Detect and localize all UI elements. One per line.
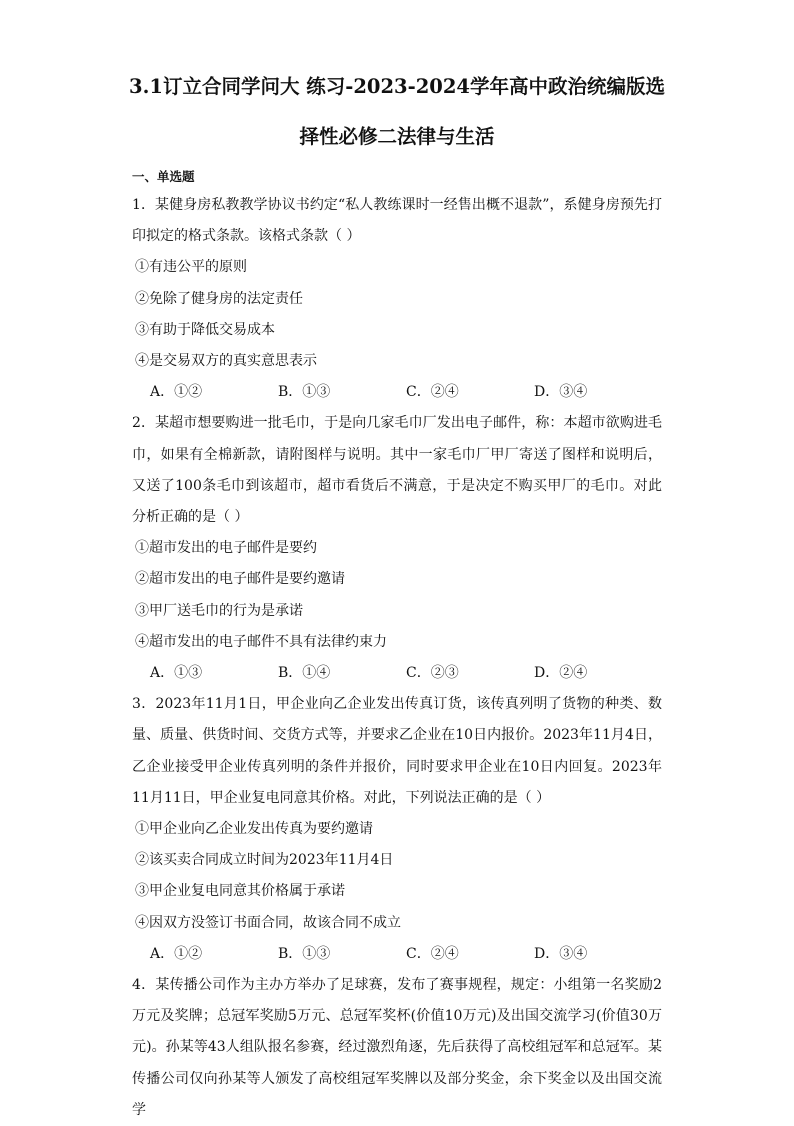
choice-b: B．①④	[278, 665, 331, 682]
title-line-2: 择性必修二法律与生活	[299, 125, 495, 148]
option-item: ②超市发出的电子邮件是要约邀请	[135, 571, 345, 588]
section-heading: 一、单选题	[132, 169, 195, 184]
option-item: ③甲企业复电同意其价格属于承诺	[135, 883, 345, 900]
choice-d: D．③④	[534, 384, 588, 401]
choice-c: C．②④	[406, 945, 459, 962]
title-line-1: 3.1订立合同学问大 练习-2023-2024学年高中政治统编版选	[129, 75, 665, 98]
option-item: ①超市发出的电子邮件是要约	[135, 540, 317, 557]
question-3	[132, 689, 662, 970]
option-item: ①有违公平的原则	[135, 259, 247, 276]
choice-b: B．①③	[278, 945, 331, 962]
option-item: ①甲企业向乙企业发出传真为要约邀请	[135, 821, 373, 838]
choice-a: A．①③	[150, 665, 203, 682]
choice-b: B．①③	[278, 384, 331, 401]
answer-choices	[132, 377, 662, 408]
document-title	[112, 62, 682, 162]
question-1	[132, 190, 662, 408]
choice-c: C．②④	[406, 384, 459, 401]
option-item: ②该买卖合同成立时间为2023年11月4日	[135, 852, 394, 869]
option-item: ④是交易双方的真实意思表示	[135, 353, 317, 370]
question-stem: 3．2023年11月1日，甲企业向乙企业发出传真订货，该传真列明了货物的种类、数量、质量、供货时间、交货方式等，并要求乙企业在10日内报价。2023年11月4日，乙企业接受甲企业传真列明的条件并报价，同时要求甲企业在10日内回复。2023年11月11日，甲企业复电同意其价格。对此，下列说法正确的是（ ）	[132, 696, 662, 806]
question-stem: 4．某传播公司作为主办方举办了足球赛，发布了赛事规程，规定：小组第一名奖励2万元及奖牌；总冠军奖励5万元、总冠军奖杯(价值10万元)及出国交流学习(价值30万元)。孙某等43人组队报名参赛，经过激烈角逐，先后获得了高校组冠军和总冠军。某传播公司仅向孙某等人颁发了高校组冠军奖牌以及部分奖金，余下奖金以及出国交流学	[132, 977, 662, 1118]
option-item: ④因双方没签订书面合同，故该合同不成立	[135, 914, 401, 931]
choice-c: C．②③	[406, 665, 459, 682]
question-stem: 1．某健身房私教教学协议书约定“私人教练课时一经售出概不退款”，系健身房预先打印拟定的格式条款。该格式条款（ ）	[132, 197, 662, 245]
choice-a: A．①②	[150, 384, 203, 401]
choice-a: A．①②	[150, 945, 203, 962]
question-stem: 2．某超市想要购进一批毛巾，于是向几家毛巾厂发出电子邮件，称：本超市欲购进毛巾，如果有全棉新款，请附图样与说明。其中一家毛巾厂甲厂寄送了图样和说明后，又送了100条毛巾到该超市，超市看货后不满意，于是决定不购买甲厂的毛巾。对此分析正确的是（ ）	[132, 415, 662, 526]
question-4	[132, 970, 662, 1126]
question-2	[132, 408, 662, 689]
option-item: ③有助于降低交易成本	[135, 321, 275, 338]
answer-choices	[132, 658, 662, 689]
option-item: ④超市发出的电子邮件不具有法律约束力	[135, 633, 387, 650]
choice-d: D．③④	[534, 945, 588, 962]
choice-d: D．②④	[534, 665, 588, 682]
option-item: ③甲厂送毛巾的行为是承诺	[135, 602, 303, 619]
answer-choices	[132, 939, 662, 970]
option-item: ②免除了健身房的法定责任	[135, 290, 303, 307]
